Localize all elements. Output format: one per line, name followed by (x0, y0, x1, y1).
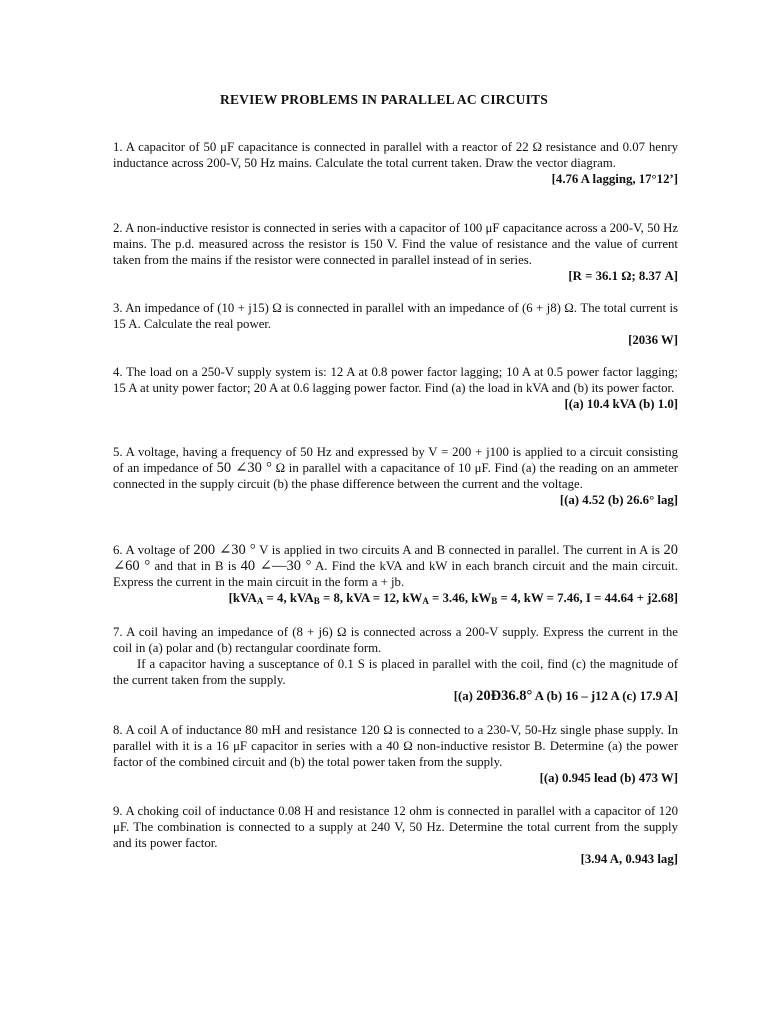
problem-6-text-a: 6. A voltage of (113, 543, 190, 557)
problem-7 (113, 624, 678, 704)
problem-2-answer: [R = 36.1 Ω; 8.37 A] (568, 269, 678, 283)
problem-6-text-b: V is applied in two circuits A and B connected in parallel. The current in A is (259, 543, 660, 557)
problem-5-text-a: 5. A voltage, having a frequency of 50 Hz and expressed by V = 200 + j100 is applied to a circuit consisting of an impedance of (113, 445, 678, 475)
problem-9-answer: [3.94 A, 0.943 lag] (580, 852, 678, 866)
problem-6-text-d: A. Find the kVA and kW in each branch circuit and the main circuit. Express the current in the main circuit in the form a + jb. (113, 559, 679, 589)
problem-6-phasor-a: 20 ∠60 ° (113, 542, 679, 574)
problem-9-text: 9. A choking coil of inductance 0.08 H and resistance 12 ohm is connected in parallel with a capacitor of 120 μF. The combination is connected to a supply at 240 V, 50 Hz. Determine the total current from the supply and its power factor. (113, 804, 678, 850)
problem-6-answer-sub: B (491, 596, 498, 606)
problem-6-text (113, 542, 678, 590)
problem-6-answer-part: = 3.46, kW (428, 591, 492, 605)
problem-7-answer (113, 688, 678, 704)
problem-1-answer: [4.76 A lagging, 17°12’] (551, 172, 678, 186)
problem-6-answer-sub: A (422, 596, 429, 606)
problem-6-phasor-b: 40 ∠—30 ° (240, 558, 312, 574)
problem-6-answer-part: = 4, kW = 7.46, I = 44.64 + j2.68] (497, 591, 678, 605)
problem-5 (113, 444, 678, 508)
page-title: REVIEW PROBLEMS IN PARALLEL AC CIRCUITS (220, 92, 548, 107)
problem-5-text (113, 444, 678, 492)
problem-6-text-c: and that in B is (154, 559, 237, 573)
problem-3-text: 3. An impedance of (10 + j15) Ω is connected in parallel with an impedance of (6 + j8) Ω. The total current is 15 A. Calculate the real power. (113, 301, 678, 331)
problem-4-text: 4. The load on a 250-V supply system is: 12 A at 0.8 power factor lagging; 10 A at 0.5 power factor lagging; 15 A at unity power factor; 20 A at 0.6 lagging power factor. Find (a) the load in kVA and (b) its power factor. (113, 365, 678, 395)
problem-7-text: 7. A coil having an impedance of (8 + j6) Ω is connected across a 200-V supply. Express the current in the coil in (a) polar and (b) rectangular coordinate form. (113, 625, 678, 655)
problem-8-answer: [(a) 0.945 lead (b) 473 W] (539, 771, 678, 785)
problem-2 (113, 220, 678, 284)
problem-3-answer: [2036 W] (628, 333, 678, 347)
problem-1 (113, 139, 678, 187)
problem-2-text: 2. A non-inductive resistor is connected in series with a capacitor of 100 μF capacitance across a 200-V, 50 Hz mains. The p.d. measured across the resistor is 150 V. Find the value of resistance and the value of current taken from the mains if the resistor were connected in parallel instead of in series. (113, 221, 678, 267)
problem-6-answer-sub: A (256, 596, 264, 606)
problem-6-answer-part: [kVA (228, 591, 257, 605)
problem-6-answer-part: = 4, kVA (263, 591, 314, 605)
problem-6-answer (113, 590, 678, 609)
problem-6-phasor-v: 200 ∠30 ° (193, 542, 256, 558)
problem-8-text: 8. A coil A of inductance 80 mH and resistance 120 Ω is connected to a 230-V, 50-Hz single phase supply. In parallel with it is a 16 μF capacitor in series with a 40 Ω non-inductive resistor B. Determine (a) the power factor of the combined circuit and (b) the total power taken from the supply. (113, 723, 678, 769)
problem-6 (113, 542, 678, 609)
problem-1-text: 1. A capacitor of 50 μF capacitance is connected in parallel with a reactor of 22 Ω resistance and 0.07 henry inductance across 200-V, 50 Hz mains. Calculate the total current taken. Draw the vector diagram. (113, 140, 678, 170)
problem-5-answer: [(a) 4.52 (b) 26.6° lag] (559, 493, 678, 507)
problem-7-answer-b: A (b) 16 – j12 A (c) 17.9 A] (534, 689, 678, 703)
problem-5-text-b: Ω in parallel with a capacitance of 10 μF. Find (a) the reading on an ammeter connected in the supply circuit (b) the phase difference between the current and the voltage. (113, 461, 679, 491)
problem-3 (113, 300, 678, 348)
problem-9 (113, 803, 678, 867)
problem-4-answer: [(a) 10.4 kVA (b) 1.0] (564, 397, 678, 411)
problem-6-answer-sub: B (313, 596, 320, 606)
problem-5-phasor: 50 ∠30 ° (216, 460, 272, 476)
problem-8 (113, 722, 678, 786)
problem-4 (113, 364, 678, 412)
problem-7-text-2: If a capacitor having a susceptance of 0.1 S is placed in parallel with the coil, find (c) the magnitude of the current taken from the supply. (113, 657, 678, 687)
problem-6-answer-part: = 8, kVA = 12, kW (319, 591, 423, 605)
problem-7-answer-phasor: 20Ð36.8° (476, 688, 533, 704)
problem-7-answer-a: [(a) (453, 689, 473, 703)
